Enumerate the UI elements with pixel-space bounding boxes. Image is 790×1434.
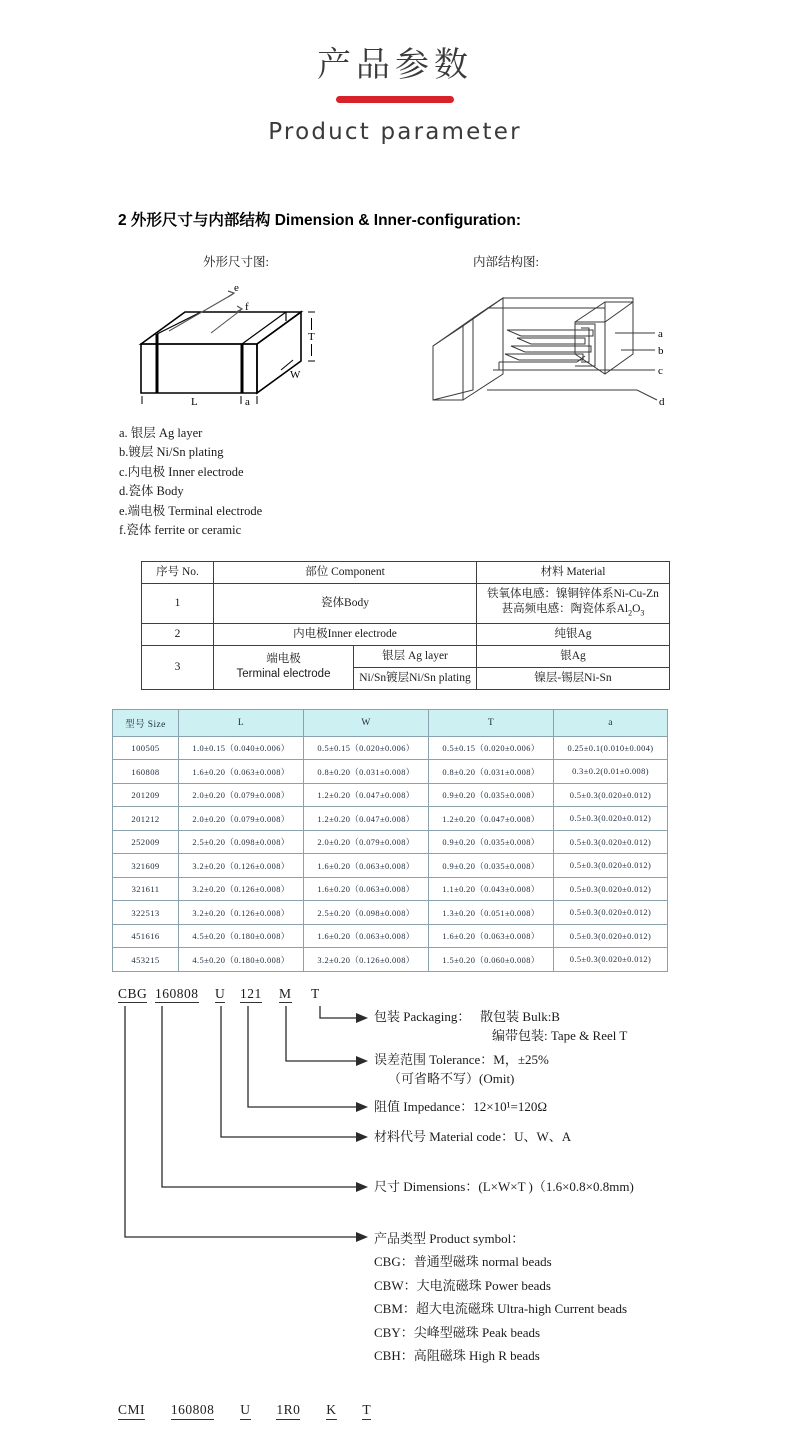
cell-W: 1.2±0.20（0.047±0.008） (304, 783, 429, 807)
inner-label-c: c (658, 364, 663, 377)
footer-segment-brand: CMI (118, 1402, 145, 1420)
cell-a: 0.5±0.3(0.020±0.012) (554, 877, 668, 901)
cell-W: 0.5±0.15（0.020±0.006） (304, 736, 429, 760)
arrow-heads (356, 1013, 368, 1242)
row-no: 3 (142, 645, 214, 689)
pn-desc-product-symbol (374, 1227, 627, 1368)
cell-L: 4.5±0.20（0.180±0.008） (179, 948, 304, 972)
cell-a: 0.3±0.2(0.01±0.008) (554, 760, 668, 784)
legend-item: f.瓷体 ferrite or ceramic (119, 523, 242, 537)
cell-W: 3.2±0.20（0.126±0.008） (304, 948, 429, 972)
inner-label-b: b (658, 344, 664, 357)
diagram-row (0, 278, 790, 408)
cell-T: 1.1±0.20（0.043±0.008） (429, 877, 554, 901)
pn-desc-packaging (374, 1007, 627, 1045)
cell-W: 1.6±0.20（0.063±0.008） (304, 877, 429, 901)
cell-L: 3.2±0.20（0.126±0.008） (179, 901, 304, 925)
label-a: a (245, 395, 250, 408)
table-row (113, 854, 668, 878)
packaging-value-bulk: 散包装 Bulk:B (480, 1008, 560, 1024)
table-row (113, 924, 668, 948)
cell-L: 3.2±0.20（0.126±0.008） (179, 854, 304, 878)
label-L: L (191, 395, 198, 408)
material-line-1: 铁氧体电感：镍铜锌体系Ni-Cu-Zn (487, 587, 659, 600)
label-f: f (245, 300, 249, 313)
cell-W: 1.6±0.20（0.063±0.008） (304, 854, 429, 878)
size-header-L: L (179, 709, 304, 736)
product-symbol-item: CBG：普通型磁珠 normal beads (374, 1254, 552, 1270)
footer-segment-packaging: T (362, 1402, 371, 1420)
cell-W: 0.8±0.20（0.031±0.008） (304, 760, 429, 784)
sub-row-material: 银Ag (477, 645, 670, 667)
legend-item: c.内电极 Inner electrode (119, 464, 244, 479)
cell-size: 321609 (113, 854, 179, 878)
tolerance-line-1: 误差范围 Tolerance：M，±25% (374, 1051, 549, 1067)
dimension-diagram (133, 278, 338, 408)
pn-segment-product: CBG (118, 985, 148, 1001)
pn-segment-packaging: T (311, 985, 320, 1001)
footer-segment-dimension: 160808 (171, 1402, 215, 1420)
cell-size: 322513 (113, 901, 179, 925)
cell-W: 2.5±0.20（0.098±0.008） (304, 901, 429, 925)
row-no: 2 (142, 623, 214, 645)
label-e: e (234, 281, 239, 294)
cell-T: 1.2±0.20（0.047±0.008） (429, 807, 554, 831)
product-symbol-item: CBW：大电流磁珠 Power beads (374, 1277, 551, 1293)
cell-L: 2.0±0.20（0.079±0.008） (179, 783, 304, 807)
size-table-body (113, 736, 668, 971)
cell-size: 201209 (113, 783, 179, 807)
header-material: 材料 Material (477, 561, 670, 583)
legend-item: e.端电极 Terminal electrode (119, 503, 263, 518)
caption-outline-drawing: 外形尺寸图: (203, 254, 269, 269)
cell-T: 0.9±0.20（0.035±0.008） (429, 783, 554, 807)
cell-a: 0.5±0.3(0.020±0.012) (554, 830, 668, 854)
cell-T: 0.5±0.15（0.020±0.006） (429, 736, 554, 760)
cell-a: 0.5±0.3(0.020±0.012) (554, 901, 668, 925)
cell-T: 1.6±0.20（0.063±0.008） (429, 924, 554, 948)
table-row (113, 736, 668, 760)
cell-a: 0.5±0.3(0.020±0.012) (554, 924, 668, 948)
product-symbol-item: CBM：超大电流磁珠 Ultra-high Current beads (374, 1301, 628, 1317)
cell-L: 3.2±0.20（0.126±0.008） (179, 877, 304, 901)
cell-T: 1.3±0.20（0.051±0.008） (429, 901, 554, 925)
pn-segment-impedance: 121 (240, 985, 262, 1001)
legend-item: a. 银层 Ag layer (119, 425, 203, 440)
cell-a: 0.5±0.3(0.020±0.012) (554, 807, 668, 831)
product-symbol-item: CBH：高阻磁珠 High R beads (374, 1348, 540, 1364)
table-row (113, 760, 668, 784)
pn-desc-tolerance (374, 1050, 549, 1088)
cell-size: 160808 (113, 760, 179, 784)
cell-a: 0.25±0.1(0.010±0.004) (554, 736, 668, 760)
cell-size: 451616 (113, 924, 179, 948)
cell-W: 1.2±0.20（0.047±0.008） (304, 807, 429, 831)
table-row (113, 830, 668, 854)
tolerance-line-2: （可省略不写）(Omit) (388, 1070, 515, 1086)
label-T: T (308, 330, 315, 343)
title-accent-rule (336, 96, 454, 103)
footer-segment-material: U (240, 1402, 250, 1420)
cell-L: 4.5±0.20（0.180±0.008） (179, 924, 304, 948)
sub-row-material: 镍层-锡层Ni-Sn (477, 667, 670, 689)
cell-L: 1.0±0.15（0.040±0.006） (179, 736, 304, 760)
inner-structure-diagram (425, 278, 670, 408)
cell-L: 2.0±0.20（0.079±0.008） (179, 807, 304, 831)
cell-a: 0.5±0.3(0.020±0.012) (554, 854, 668, 878)
table-row (142, 583, 670, 623)
row-component (214, 645, 354, 689)
table-row (142, 623, 670, 645)
table-header-row (142, 561, 670, 583)
size-table (112, 709, 668, 972)
size-header-a: a (554, 709, 668, 736)
page-title-en: Product parameter (268, 118, 522, 145)
part-number-breakdown (0, 986, 790, 1386)
table-row (113, 901, 668, 925)
header-no: 序号 No. (142, 561, 214, 583)
cell-T: 0.9±0.20（0.035±0.008） (429, 854, 554, 878)
size-header-W: W (304, 709, 429, 736)
cell-a: 0.5±0.3(0.020±0.012) (554, 948, 668, 972)
table-row (142, 645, 670, 667)
label-W: W (290, 368, 301, 381)
row-material: 纯银Ag (477, 623, 670, 645)
caption-inner-structure: 内部结构图: (473, 254, 539, 269)
cell-W: 1.6±0.20（0.063±0.008） (304, 924, 429, 948)
legend-list (119, 424, 790, 541)
cell-size: 201212 (113, 807, 179, 831)
packaging-value-tape: 编带包装: Tape & Reel T (492, 1027, 628, 1043)
size-table-wrapper (112, 709, 790, 972)
row-no: 1 (142, 583, 214, 623)
inner-label-a: a (658, 327, 663, 340)
size-table-header-row (113, 709, 668, 736)
pn-segment-dimension: 160808 (155, 985, 199, 1001)
product-symbol-title: 产品类型 Product symbol： (374, 1230, 525, 1246)
footer-part-code (118, 1402, 393, 1420)
inner-label-d: d (659, 395, 665, 408)
material-table (141, 561, 670, 690)
pn-segment-material: U (215, 985, 226, 1001)
cell-T: 1.5±0.20（0.060±0.008） (429, 948, 554, 972)
table-row (113, 877, 668, 901)
cell-size: 252009 (113, 830, 179, 854)
cell-size: 100505 (113, 736, 179, 760)
legend-item: b.镀层 Ni/Sn plating (119, 445, 224, 459)
product-symbol-item: CBY：尖峰型磁珠 Peak beads (374, 1324, 541, 1340)
pn-desc-impedance: 阻值 Impedance：12×10¹=120Ω (374, 1098, 547, 1114)
component-cn: 端电极 (266, 653, 301, 666)
footer-segment-tolerance: K (326, 1402, 336, 1420)
table-row (113, 948, 668, 972)
footer-segment-value: 1R0 (276, 1402, 300, 1420)
size-header-model: 型号 Size (113, 709, 179, 736)
cell-L: 2.5±0.20（0.098±0.008） (179, 830, 304, 854)
header-component: 部位 Component (214, 561, 477, 583)
pn-desc-dimensions: 尺寸 Dimensions：(L×W×T )（1.6×0.8×0.8mm) (374, 1178, 634, 1194)
table-row (113, 807, 668, 831)
sub-row-label: Ni/Sn镀层Ni/Sn plating (354, 667, 477, 689)
page-title-cn: 产品参数 (317, 45, 473, 85)
diagram-captions (0, 252, 790, 274)
cell-T: 0.8±0.20（0.031±0.008） (429, 760, 554, 784)
row-component: 瓷体Body (214, 583, 477, 623)
cell-size: 453215 (113, 948, 179, 972)
material-line-2: 甚高频电感：陶瓷体系$Al_2O_3$ (501, 602, 645, 617)
cell-W: 2.0±0.20（0.079±0.008） (304, 830, 429, 854)
legend-item: d.瓷体 Body (119, 484, 184, 498)
cell-L: 1.6±0.20（0.063±0.008） (179, 760, 304, 784)
pn-desc-material-code: 材料代号 Material code：U、W、A (374, 1128, 572, 1144)
pn-segment-tolerance: M (279, 985, 292, 1001)
sub-row-label: 银层 Ag layer (354, 645, 477, 667)
cell-a: 0.5±0.3(0.020±0.012) (554, 783, 668, 807)
row-material (477, 583, 670, 623)
packaging-label: 包装 Packaging： (374, 1008, 471, 1024)
cell-T: 0.9±0.20（0.035±0.008） (429, 830, 554, 854)
row-component: 内电极Inner electrode (214, 623, 477, 645)
table-row (113, 783, 668, 807)
size-header-T: T (429, 709, 554, 736)
component-en: Terminal electrode (236, 668, 331, 681)
page-header (0, 0, 790, 145)
material-table-wrapper (141, 561, 790, 690)
section-heading: 2 外形尺寸与内部结构 Dimension & Inner-configuration: (118, 211, 522, 229)
cell-size: 321611 (113, 877, 179, 901)
